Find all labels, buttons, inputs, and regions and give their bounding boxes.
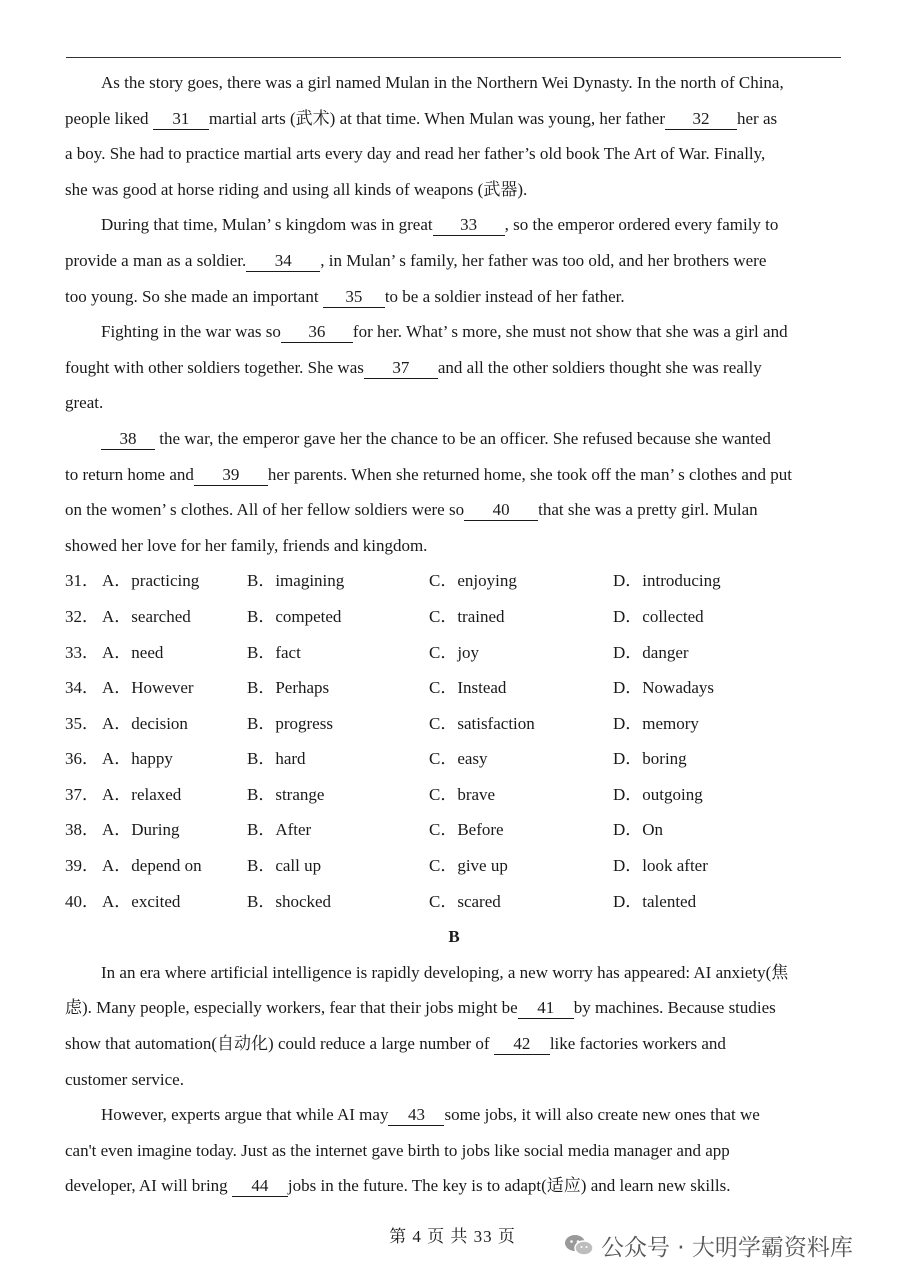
question-row — [65, 741, 843, 777]
question-number: 37． — [65, 784, 99, 804]
blank-37: 37 — [364, 358, 438, 379]
option-a: A．searched — [102, 606, 191, 626]
text-segment: like factories workers and — [549, 1034, 726, 1054]
option-b: B．fact — [247, 642, 301, 662]
question-number: 35． — [65, 713, 99, 733]
option-d: D．talented — [613, 891, 697, 911]
top-rule — [66, 57, 841, 58]
question-number: 39． — [65, 856, 99, 876]
blank-36: 36 — [281, 322, 353, 343]
option-c: C．joy — [429, 642, 480, 662]
option-b: B．competed — [247, 606, 342, 626]
text-segment: However, experts argue that while AI may — [101, 1105, 389, 1125]
section-b-title: B — [448, 927, 460, 947]
option-a: A．practicing — [102, 571, 200, 591]
option-c: C．trained — [429, 606, 505, 626]
text-segment: and all the other soldiers thought she was really — [437, 357, 762, 377]
option-b: B．progress — [247, 713, 333, 733]
text-segment: martial arts (武术) at that time. When Mulan was young, her father — [208, 108, 665, 128]
text-segment: great. — [65, 393, 104, 413]
text-segment: her as — [737, 108, 778, 128]
text-segment: customer service. — [65, 1069, 184, 1089]
option-b: B．Perhaps — [247, 678, 330, 698]
text-line — [65, 207, 843, 243]
option-a: A．depend on — [102, 856, 202, 876]
blank-44: 44 — [232, 1176, 288, 1197]
option-c: C．give up — [429, 856, 508, 876]
text-segment: some jobs, it will also create new ones that we — [444, 1105, 760, 1125]
option-a: A．need — [102, 642, 164, 662]
blank-40: 40 — [464, 500, 538, 521]
option-a: A．excited — [102, 891, 181, 911]
option-a: A．happy — [102, 749, 173, 769]
option-c: C．easy — [429, 749, 488, 769]
text-line — [65, 136, 843, 172]
text-line — [65, 955, 843, 991]
question-number: 40． — [65, 891, 99, 911]
text-segment: developer, AI will bring — [65, 1176, 232, 1196]
option-b: B．imagining — [247, 571, 345, 591]
blank-38: 38 — [101, 429, 155, 450]
text-line — [65, 101, 843, 137]
question-row — [65, 670, 843, 706]
page-footer: 第 4 页 共 33 页 — [389, 1227, 516, 1246]
text-line — [65, 492, 843, 528]
blank-32: 32 — [665, 109, 737, 130]
question-number: 34． — [65, 678, 99, 698]
text-segment: jobs in the future. The key is to adapt(适应) and learn new skills. — [287, 1176, 731, 1196]
text-segment: people liked — [65, 108, 153, 128]
document-page — [65, 65, 843, 1204]
option-d: D．danger — [613, 642, 689, 662]
option-c: C．Before — [429, 820, 504, 840]
text-segment: by machines. Because studies — [573, 998, 776, 1018]
option-d: D．collected — [613, 606, 704, 626]
text-line — [65, 528, 843, 564]
question-row — [65, 812, 843, 848]
text-segment: In an era where artificial intelligence is rapidly developing, a new worry has appeared: AI anxiety(焦 — [101, 962, 789, 982]
text-segment: to return home and — [65, 464, 194, 484]
text-segment: Fighting in the war was so — [101, 322, 281, 342]
text-segment: fought with other soldiers together. She was — [65, 357, 364, 377]
option-c: C．satisfaction — [429, 713, 535, 733]
text-line — [65, 65, 843, 101]
option-d: D．boring — [613, 749, 687, 769]
watermark — [563, 1228, 853, 1262]
blank-42: 42 — [494, 1034, 550, 1055]
text-line — [65, 1097, 843, 1133]
option-b: B．hard — [247, 749, 306, 769]
option-a: A．However — [102, 678, 194, 698]
text-segment: , so the emperor ordered every family to — [504, 215, 779, 235]
text-segment: that she was a pretty girl. Mulan — [538, 500, 758, 520]
option-c: C．enjoying — [429, 571, 517, 591]
text-segment: her parents. When she returned home, she took off the man’ s clothes and put — [267, 464, 792, 484]
question-row — [65, 599, 843, 635]
text-line — [65, 350, 843, 386]
option-c: C．brave — [429, 784, 496, 804]
text-line — [65, 1062, 843, 1098]
option-b: B．shocked — [247, 891, 332, 911]
text-segment: for her. What’ s more, she must not show that she was a girl and — [352, 322, 788, 342]
watermark-text: 公众号 · 大明学霸资料库 — [601, 1234, 853, 1261]
question-number: 38． — [65, 820, 99, 840]
blank-43: 43 — [388, 1105, 444, 1126]
question-number: 32． — [65, 606, 99, 626]
option-a: A．During — [102, 820, 180, 840]
passage-b — [65, 955, 843, 1204]
option-d: D．introducing — [613, 571, 721, 591]
text-segment: to be a soldier instead of her father. — [384, 286, 625, 306]
blank-34: 34 — [246, 251, 320, 272]
question-number: 36． — [65, 749, 99, 769]
blank-35: 35 — [323, 287, 385, 308]
text-segment: a boy. She had to practice martial arts every day and read her father’s old book The Art of War. Finally, — [65, 144, 766, 164]
text-line — [65, 243, 843, 279]
option-d: D．look after — [613, 856, 708, 876]
question-row — [65, 563, 843, 599]
text-line — [65, 314, 843, 350]
blank-31: 31 — [153, 109, 209, 130]
text-segment: As the story goes, there was a girl named Mulan in the Northern Wei Dynasty. In the north of China, — [101, 73, 784, 92]
option-a: A．relaxed — [102, 784, 182, 804]
text-segment: on the women’ s clothes. All of her fellow soldiers were so — [65, 500, 465, 520]
text-line — [65, 990, 843, 1026]
text-segment: she was good at horse riding and using all kinds of weapons (武器). — [65, 179, 528, 199]
text-line — [65, 172, 843, 208]
question-row — [65, 777, 843, 813]
text-segment: too young. So she made an important — [65, 286, 323, 306]
option-d: D．memory — [613, 713, 699, 733]
blank-41: 41 — [518, 998, 574, 1019]
text-line — [65, 385, 843, 421]
option-b: B．After — [247, 820, 312, 840]
text-segment: , in Mulan’ s family, her father was too old, and her brothers were — [320, 250, 767, 270]
question-row — [65, 848, 843, 884]
option-a: A．decision — [102, 713, 188, 733]
text-line — [65, 1168, 843, 1204]
text-segment: can't even imagine today. Just as the internet gave birth to jobs like social media manager and app — [65, 1140, 730, 1160]
question-row — [65, 884, 843, 920]
question-list — [65, 563, 843, 919]
passage-a — [65, 65, 843, 563]
option-c: C．Instead — [429, 678, 507, 698]
option-b: B．strange — [247, 784, 325, 804]
text-line — [65, 279, 843, 315]
option-c: C．scared — [429, 891, 501, 911]
text-segment: provide a man as a soldier. — [65, 250, 247, 270]
text-segment: the war, the emperor gave her the chance to be an officer. She refused because she wanted — [155, 428, 771, 448]
option-d: D．Nowadays — [613, 678, 715, 698]
blank-39: 39 — [194, 465, 268, 486]
question-number: 33． — [65, 642, 99, 662]
text-line — [65, 1026, 843, 1062]
option-d: D．outgoing — [613, 784, 703, 804]
question-number: 31． — [65, 571, 99, 591]
wechat-icon — [563, 1233, 595, 1257]
text-segment: During that time, Mulan’ s kingdom was in great — [101, 215, 433, 235]
blank-33: 33 — [433, 215, 505, 236]
text-segment: 虑). Many people, especially workers, fear that their jobs might be — [65, 998, 518, 1018]
text-segment: showed her love for her family, friends and kingdom. — [65, 535, 428, 555]
text-line — [65, 457, 843, 493]
text-line — [65, 1133, 843, 1169]
option-d: D．On — [613, 820, 664, 840]
text-segment: show that automation(自动化) could reduce a large number of — [65, 1034, 494, 1054]
question-row — [65, 706, 843, 742]
text-line — [65, 421, 843, 457]
option-b: B．call up — [247, 856, 322, 876]
question-row — [65, 635, 843, 671]
